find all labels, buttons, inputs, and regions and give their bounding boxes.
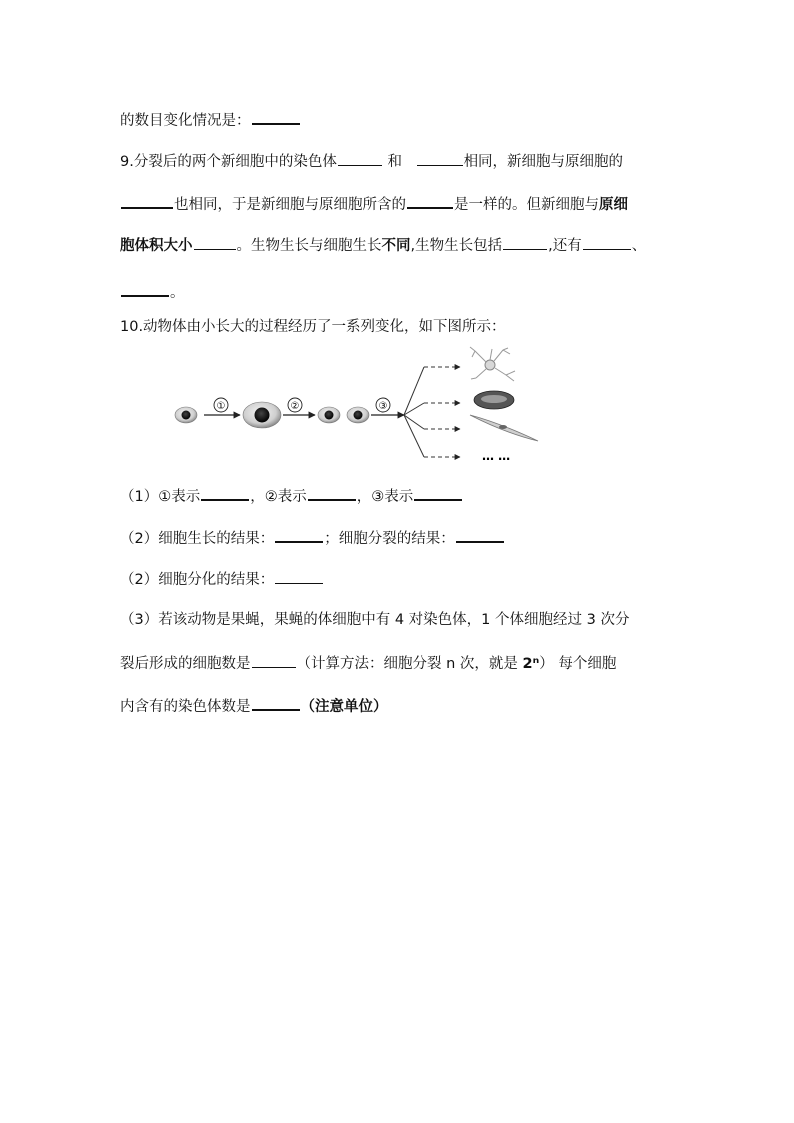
question-3-line-1: [120, 610, 629, 630]
q2-text-2: ；细胞分裂的结果：: [324, 531, 455, 547]
question-3-line-2: [120, 652, 616, 674]
divided-cell-1: [318, 407, 340, 423]
answer-blank[interactable]: [338, 150, 382, 166]
q9-text-5: 。生物生长与细胞生长: [236, 238, 382, 254]
q9-text-3: 也相同，于是新细胞与原细胞所含的: [174, 197, 406, 213]
grown-cell: [243, 402, 281, 428]
q2-text-1: （2）细胞生长的结果：: [120, 531, 275, 547]
text-line-6: [120, 317, 506, 337]
q5-text-3: ） 每个细胞: [539, 656, 617, 672]
answer-blank[interactable]: [456, 526, 504, 543]
answer-blank[interactable]: [275, 568, 323, 584]
answer-blank[interactable]: [201, 484, 249, 501]
text-line-2: [120, 150, 623, 172]
q4-text: （3）若该动物是果蝇，果蝇的体细胞中有 4 对染色体，1 个体细胞经过 3 次分: [120, 612, 630, 628]
answer-blank[interactable]: [407, 192, 453, 209]
text-line-4: [120, 234, 646, 256]
q9-start: 9.分裂后的两个新细胞中的染色体: [120, 154, 337, 170]
text-line-3: [120, 192, 628, 215]
small-cell: [175, 407, 197, 423]
q9-text-8: 、: [631, 238, 647, 254]
q9-bold-1: 原细: [599, 197, 628, 213]
q10-intro: 10.动物体由小长大的过程经历了一系列变化，如下图所示：: [120, 319, 506, 335]
question-2: [120, 526, 505, 549]
q9-end: 。: [170, 285, 185, 301]
question-2b: [120, 568, 324, 590]
answer-blank[interactable]: [583, 234, 631, 250]
and-text: 和: [387, 154, 402, 170]
step-2-label: ②: [290, 401, 300, 412]
text-line-5: [120, 280, 185, 303]
q9-text-2: 相同，新细胞与原细胞的: [463, 154, 624, 170]
answer-blank[interactable]: [503, 234, 547, 250]
line1-text: 的数目变化情况是：: [120, 113, 251, 129]
q5-formula: 2ⁿ: [522, 656, 540, 672]
q9-bold-3: 不同: [381, 238, 411, 254]
branch-lines: [404, 367, 424, 457]
q6-text-1: 内含有的染色体数是: [120, 699, 251, 715]
q1-text-1: （1）①表示: [120, 489, 201, 505]
q3-text: （2）细胞分化的结果：: [120, 572, 275, 588]
neuron-cell: [470, 347, 515, 381]
question-1: [120, 484, 463, 507]
answer-blank[interactable]: [417, 150, 463, 166]
q1-text-3: ，③表示: [356, 489, 414, 505]
answer-blank[interactable]: [121, 192, 173, 209]
cell-development-diagram: [170, 345, 550, 470]
answer-blank[interactable]: [252, 694, 300, 711]
q6-note: （注意单位）: [300, 699, 388, 715]
q9-text-6: ,生物生长包括: [410, 238, 503, 254]
answer-blank[interactable]: [194, 234, 236, 250]
step-3-label: ③: [378, 401, 388, 412]
answer-blank[interactable]: [275, 526, 323, 543]
answer-blank[interactable]: [121, 280, 169, 297]
question-3-line-3: [120, 694, 388, 717]
q9-text-4: 是一样的。但新细胞与: [454, 197, 599, 213]
answer-blank[interactable]: [414, 484, 462, 501]
q5-text-1: 裂后形成的细胞数是: [120, 656, 251, 672]
answer-blank[interactable]: [308, 484, 356, 501]
answer-blank[interactable]: [252, 108, 300, 125]
q5-text-2: （计算方法：细胞分裂 n 次，就是: [296, 656, 523, 672]
more-cells-ellipsis: … …: [482, 449, 511, 463]
step-1-label: ①: [216, 401, 226, 412]
answer-blank[interactable]: [252, 652, 296, 668]
q9-bold-2: 胞体积大小: [120, 238, 193, 254]
red-blood-cell: [474, 391, 514, 409]
q1-text-2: ，②表示: [250, 489, 307, 505]
q9-text-7: ,还有: [548, 238, 582, 254]
dashed-arrows: [424, 367, 460, 457]
muscle-cell: [470, 415, 538, 441]
text-line-1: [120, 108, 301, 131]
divided-cell-2: [347, 407, 369, 423]
